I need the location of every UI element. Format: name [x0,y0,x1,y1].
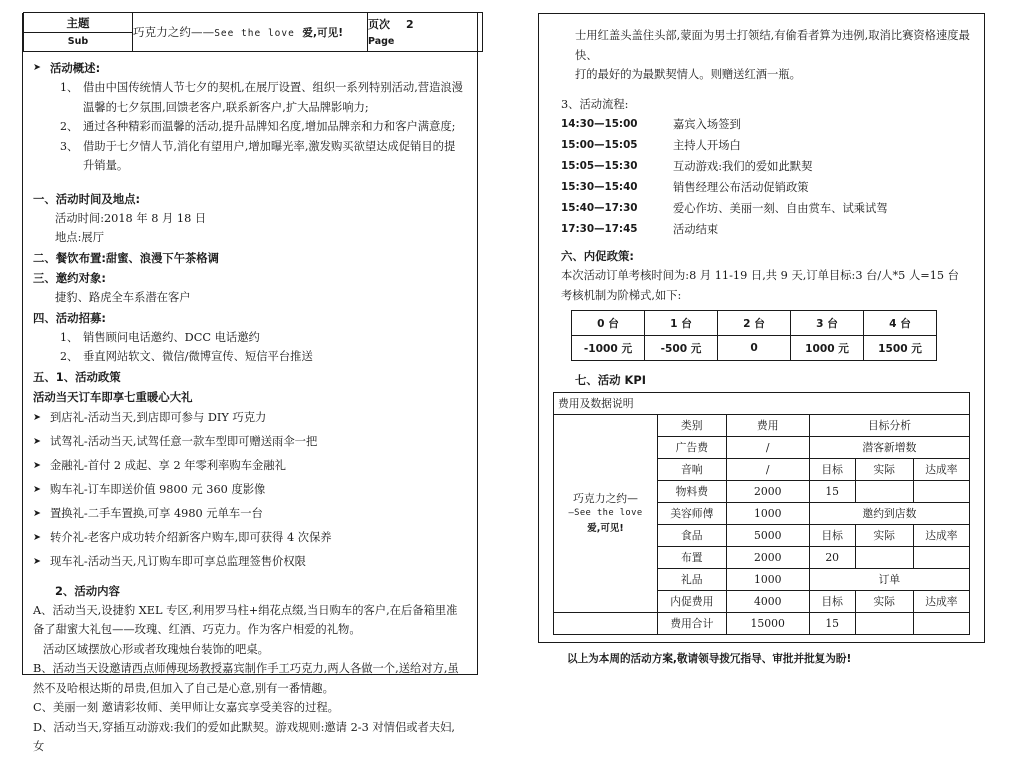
stair-header-cell: 0 台 [572,311,645,336]
stair-header-cell: 3 台 [791,311,864,336]
header-page-number: 2 [406,17,414,31]
spacer [553,85,970,95]
flow-list [553,114,970,240]
arrow-icon: ➤ [33,507,41,519]
policy-bullet [33,551,466,574]
section-one-line: 活动时间:2018 年 8 月 18 日 [55,211,207,225]
policy-bullet-text: 到店礼-活动当天,到店即可参与 DIY 巧克力 [50,410,267,424]
policy-bullet-text: 置换礼-二手车置换,可享 4980 元单车一台 [50,506,263,520]
header-page-line1 [368,15,482,34]
kpi-brand-cell [554,415,658,613]
content-paragraph: C、美丽一刻 邀请彩妆师、美甲师让女嘉宾享受美容的过程。 [33,701,339,714]
policy-bullet-list [33,407,466,574]
kpi-rate [913,613,969,635]
content-paragraph: 活动区域摆放心形或者玫瑰烛台装饰的吧桌。 [43,642,269,656]
arrow-icon: ➤ [33,531,41,543]
header-table [23,12,483,52]
section-six-line: 本次活动订单考核时间为:8 月 11-19 日,共 9 天,订单目标:3 台/人*5 人=15 台 [561,269,959,282]
section-two-text: 甜蜜、浪漫下午茶格调 [105,251,219,265]
policy-bullet-text: 试驾礼-活动当天,试驾任意一款车型即可赠送雨伞一把 [50,434,318,448]
kpi-rate: 达成率 [913,459,969,481]
overview-heading: 活动概述: [50,61,101,75]
section-five-subheading: 活动当天订车即享七重暖心大礼 [33,389,193,404]
kpi-rate [913,481,969,503]
kpi-brand-line3: 爱,可见! [587,523,624,534]
flow-time: 15:40—17:30 [561,202,638,214]
content-heading: 2、活动内容 [55,583,120,598]
spacer [33,176,466,189]
kpi-category: 类别 [658,415,727,437]
kpi-rate: 达成率 [913,591,969,613]
kpi-fee: 1000 [726,569,809,591]
stair-value-cell: -1000 元 [572,336,645,361]
flow-row [561,198,970,219]
section-one-heading: 一、活动时间及地点: [33,191,141,206]
header-title-tail: 爱,可见! [302,27,344,40]
kpi-category: 美容师傅 [658,503,727,525]
kpi-fee: 4000 [726,591,809,613]
section-four-item [55,328,466,348]
kpi-fee: 5000 [726,525,809,547]
section-two-row [33,248,466,269]
kpi-rate: 达成率 [913,525,969,547]
kpi-brand-line1: 巧克力之约— [573,492,638,505]
kpi-category: 广告费 [658,437,727,459]
section-two-heading: 二、餐饮布置: [33,250,106,265]
section-four-list [33,328,466,367]
policy-bullet [33,455,466,478]
policy-bullet-text: 转介礼-老客户成功转介绍新客户购车,即可获得 4 次保养 [50,530,332,544]
kpi-empty-cell [554,613,658,635]
kpi-actual: 实际 [855,591,913,613]
kpi-actual [855,481,913,503]
footnote: 以上为本周的活动方案,敬请领导拨冗指导、审批并批复为盼! [567,653,852,665]
header-title-cn: 巧克力之约 [133,25,191,40]
stair-value-cell: 0 [718,336,791,361]
stair-value-row [572,336,937,361]
policy-bullet [33,407,466,430]
flow-time: 14:30—15:00 [561,118,638,130]
overview-item-text: 借助于七夕情人节,消化有望用户,增加曝光率,激发购买欲望达成促销目的提升销量。 [83,139,456,172]
overview-item-number: 1、 [60,81,78,94]
header-subject-label-en: Sub [67,35,89,47]
stair-header-cell: 1 台 [645,311,718,336]
kpi-actual [855,613,913,635]
section-four-item-text: 垂直网站软文、微信/微博宣传、短信平台推送 [83,350,313,363]
overview-item [55,137,466,176]
arrow-icon: ➤ [33,555,41,567]
kpi-actual [855,547,913,569]
flow-time: 15:00—15:05 [561,139,638,151]
arrow-icon: ➤ [33,62,41,73]
section-six-line: 考核机制为阶梯式,如下: [561,288,682,302]
overview-heading-row [33,58,466,78]
section-four-item-text: 销售顾问电话邀约、DCC 电话邀约 [83,330,260,344]
kpi-caption-row [554,393,970,415]
kpi-actual: 实际 [855,459,913,481]
flow-time: 15:05—15:30 [561,160,638,172]
content-paragraph: B、活动当天设邀请西点师傅现场教授嘉宾制作手工巧克力,两人各做一个,送给对方,虽然不及哈根达斯的昂贵,但加入了自己是心意,别有一番情趣。 [33,662,459,695]
kpi-target: 目标 [809,525,855,547]
table-row [554,415,970,437]
header-subject-label-cn: 主题 [24,14,132,33]
content-paragraph: D、活动当天,穿插互动游戏:我们的爱如此默契。游戏规则:邀请 2-3 对情侣或者夫妇,女 [33,720,456,753]
policy-bullet [33,431,466,454]
kpi-category: 礼品 [658,569,727,591]
stair-header-cell: 4 台 [864,311,937,336]
kpi-category: 食品 [658,525,727,547]
continuation-line: 打的最好的为最默契情人。则赠送红酒一瓶。 [575,68,801,81]
kpi-target: 20 [809,547,855,569]
left-page-body [23,52,477,757]
right-page-body [539,14,984,666]
kpi-fee: / [726,437,809,459]
flow-desc: 销售经理公布活动促销政策 [673,181,809,194]
page-left [22,13,478,753]
kpi-rate [913,547,969,569]
overview-list [33,78,466,176]
stair-value-cell: 1500 元 [864,336,937,361]
kpi-brand-line2: —See the love [568,508,643,518]
header-title-cell [133,13,368,52]
policy-bullet-text: 购车礼-订车即送价值 9800 元 360 度影像 [50,482,266,496]
kpi-target: 15 [809,613,855,635]
overview-item [55,78,466,117]
policy-bullet [33,527,466,550]
flow-row [561,177,970,198]
policy-bullet-text: 现车礼-活动当天,凡订购车即可享总监理签售价权限 [50,554,306,568]
overview-item-number: 3、 [60,139,78,153]
flow-desc: 活动结束 [673,223,719,236]
kpi-fee: 1000 [726,503,809,525]
policy-bullet-text: 金融礼-首付 2 成起、享 2 年零利率购车金融礼 [50,458,286,472]
header-page-label-en: Page [368,35,395,47]
overview-item-text: 借由中国传统情人节七夕的契机,在展厅设置、组织一系列特别活动,营造浪漫温馨的七夕氛围,回馈老客户,联系新客户,扩大品牌影响力; [83,81,463,114]
flow-row [561,156,970,177]
section-four-heading: 四、活动招募: [33,310,106,325]
kpi-target: 目标 [809,591,855,613]
flow-time: 15:30—15:40 [561,181,638,193]
arrow-icon: ➤ [33,459,41,471]
header-title-dash: —— [191,25,215,40]
stair-value-cell: -500 元 [645,336,718,361]
policy-bullet [33,479,466,502]
kpi-category: 布置 [658,547,727,569]
stair-header-row [572,311,937,336]
flow-row [561,135,970,156]
kpi-caption: 费用及数据说明 [554,393,970,415]
kpi-fee: 2000 [726,481,809,503]
flow-time: 17:30—17:45 [561,223,638,235]
kpi-target: 15 [809,481,855,503]
kpi-category: 音响 [658,459,727,481]
section-four-item [55,347,466,367]
section-one-line: 地点:展厅 [55,231,104,244]
section-four-item-number: 1、 [60,330,78,344]
kpi-merged: 潜客新增数 [809,437,969,459]
flow-heading: 3、活动流程: [561,97,629,111]
arrow-icon: ➤ [33,411,41,423]
kpi-fee: 15000 [726,613,809,635]
page-right [538,13,985,665]
continuation-line: 士用红盖头盖住头部,蒙面为男士打领结,有偷看者算为违例,取消比赛资格速度最快、 [575,29,970,62]
kpi-fee: / [726,459,809,481]
header-subject-cell [24,13,133,52]
flow-desc: 嘉宾入场签到 [673,118,741,131]
flow-desc: 互动游戏:我们的爱如此默契 [673,160,813,173]
overview-item [55,117,466,137]
header-page-cell [368,13,483,52]
flow-desc: 爱心作坊、美丽一刻、自由赏车、试乘试驾 [673,202,888,215]
policy-bullet [33,503,466,526]
section-five-heading: 五、1、活动政策 [33,369,121,384]
kpi-merged: 目标分析 [809,415,969,437]
overview-item-number: 2、 [60,120,78,133]
kpi-merged: 订单 [809,569,969,591]
kpi-table [553,392,970,635]
overview-item-text: 通过各种精彩而温馨的活动,提升品牌知名度,增加品牌亲和力和客户满意度; [83,120,456,133]
content-paragraph: A、活动当天,设捷豹 XEL 专区,利用罗马柱+绢花点缀,当日购车的客户,在后备箱里准备了甜蜜大礼包——玫瑰、红酒、巧克力。作为客户相爱的礼物。 [33,603,458,636]
flow-row [561,219,970,240]
kpi-fee: 费用 [726,415,809,437]
kpi-category: 费用合计 [658,613,727,635]
arrow-icon: ➤ [33,483,41,495]
stair-value-cell: 1000 元 [791,336,864,361]
section-three-line: 捷豹、路虎全车系潜在客户 [55,291,191,304]
stair-table [571,310,937,361]
kpi-actual: 实际 [855,525,913,547]
kpi-category: 内促费用 [658,591,727,613]
table-row [554,613,970,635]
kpi-fee: 2000 [726,547,809,569]
section-seven-heading: 七、活动 KPI [575,373,646,387]
stair-header-cell: 2 台 [718,311,791,336]
section-six-heading: 六、内促政策: [561,249,634,263]
header-title-en: See the love [214,28,295,40]
flow-row [561,114,970,135]
header-page-label-cn: 页次 [368,17,390,31]
flow-desc: 主持人开场白 [673,139,741,152]
kpi-merged: 邀约到店数 [809,503,969,525]
kpi-target: 目标 [809,459,855,481]
section-four-item-number: 2、 [60,350,78,363]
kpi-category: 物料费 [658,481,727,503]
section-three-heading: 三、邀约对象: [33,271,106,285]
arrow-icon: ➤ [33,435,41,447]
